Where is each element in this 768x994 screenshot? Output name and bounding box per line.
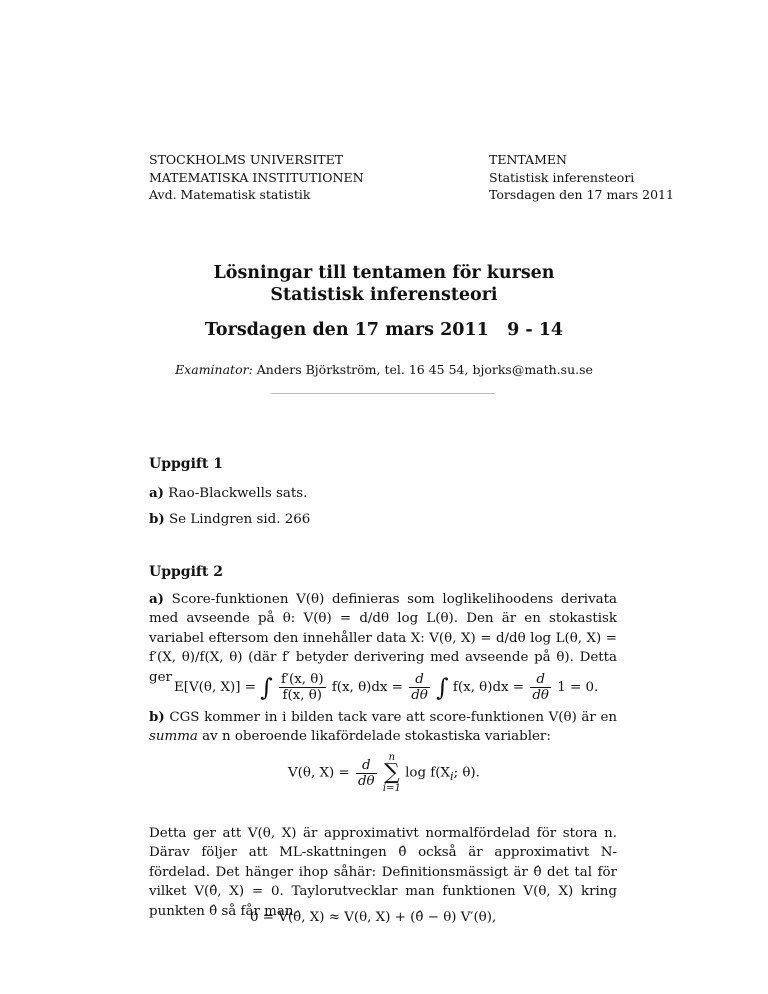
page-title xyxy=(149,262,619,306)
examiner-line xyxy=(149,362,619,377)
uppgift1-heading: Uppgift 1 xyxy=(149,456,223,472)
uppgift2-a-label: a) xyxy=(149,591,165,607)
eq1-fraction xyxy=(279,672,326,703)
uppgift1-a xyxy=(149,484,617,503)
uppgift2-b-label: b) xyxy=(149,709,165,725)
eq1-derivative-2 xyxy=(530,672,551,703)
title-line-1: Lösningar till tentamen för kursen xyxy=(213,263,555,283)
eq1-lhs: E[V(θ, X)] = xyxy=(174,680,256,695)
uppgift2-b-text-2: av n oberoende likafördelade stokastiska variabler: xyxy=(202,729,551,745)
institution-name: MATEMATISKA INSTITUTIONEN xyxy=(149,169,364,185)
eq1-derivative-1 xyxy=(409,672,430,703)
eq2-dtheta: dθ xyxy=(357,773,375,789)
title-line-2: Statistisk inferensteori xyxy=(270,285,498,305)
uppgift2-a-text: Score-funktionen V(θ) definieras som loglikelihoodens derivata med avseende på θ: V(θ) = d/dθ log L(θ). Den är en stokastisk variabel eftersom den innehåller data X: V(θ, X) = d/dθ log L(θ, X) = f′(X, θ)/f(X, θ) (där f′ betyder derivering med avseende på θ). Detta ger xyxy=(149,592,617,685)
uppgift2-b-emphasis: summa xyxy=(149,729,198,745)
integral-symbol-2: ∫ xyxy=(436,673,449,702)
examiner-label: Examinator: xyxy=(175,362,253,377)
uppgift1-b-text: Se Lindgren sid. 266 xyxy=(168,512,311,527)
uppgift1-a-text: Rao-Blackwells sats. xyxy=(168,486,308,501)
sigma-symbol: ∑ xyxy=(383,760,400,785)
uppgift1-a-label: a) xyxy=(149,485,165,501)
header-right xyxy=(489,151,674,204)
university-name: STOCKHOLMS UNIVERSITET xyxy=(149,152,344,167)
equation-1 xyxy=(174,672,598,703)
eq2-subscript: i xyxy=(449,770,454,784)
sum-lower: i=1 xyxy=(382,783,401,794)
exam-label: TENTAMEN xyxy=(489,152,567,167)
examiner-text: Anders Björkström, tel. 16 45 54, bjorks@math.su.se xyxy=(256,362,593,377)
summation xyxy=(383,752,401,794)
eq1-rest: f(x, θ)dx = xyxy=(452,680,525,695)
divider xyxy=(271,393,495,394)
eq1-end: 1 = 0. xyxy=(557,680,599,695)
uppgift1-b xyxy=(149,510,617,529)
eq1-d-2: d xyxy=(530,672,551,688)
uppgift2-heading: Uppgift 2 xyxy=(149,564,223,580)
equation-3: 0 = V(θ̂, X) ≈ V(θ, X) + (θ̂ − θ) V′(θ), xyxy=(250,910,497,925)
eq2-derivative xyxy=(356,758,377,789)
eq2-tail: ; θ). xyxy=(453,765,480,781)
equation-2 xyxy=(288,752,480,794)
eq1-dtheta-1: dθ xyxy=(411,688,428,703)
eq2-rhs: log f(X xyxy=(405,765,450,781)
eq1-mid: f(x, θ)dx = xyxy=(331,680,403,695)
sum-upper: n xyxy=(388,752,396,763)
course-name: Statistisk inferensteori xyxy=(489,169,635,185)
uppgift2-b xyxy=(149,708,617,747)
exam-date: Torsdagen den 17 mars 2011 xyxy=(489,187,674,202)
division-name: Avd. Matematisk statistik xyxy=(149,187,311,202)
title-date-line: Torsdagen den 17 mars 2011 9 - 14 xyxy=(204,320,564,340)
uppgift2-b-text-1: CGS kommer in i bilden tack vare att score-funktionen V(θ) är en xyxy=(169,710,617,725)
eq1-d-1: d xyxy=(409,672,430,688)
uppgift2-c: Detta ger att V(θ, X) är approximativt normalfördelad för stora n. Därav följer att ML-skattningen θ̂ också är approximativt N-fördelad. Det hänger ihop såhär: Definitionsmässigt är θ̂ det tal för vilket V(θ̂, X) = 0. Taylorutvecklar man funktionen V(θ, X) kring punkten θ̂ så får man xyxy=(149,826,617,919)
eq1-dtheta-2: dθ xyxy=(532,688,549,703)
uppgift1-b-label: b) xyxy=(149,511,165,527)
eq1-frac-num: f′(x, θ) xyxy=(280,672,324,687)
integral-symbol: ∫ xyxy=(260,673,273,702)
eq1-frac-den: f(x, θ) xyxy=(282,688,323,703)
eq2-d: d xyxy=(356,758,377,774)
header-left xyxy=(149,151,364,204)
eq2-lhs: V(θ, X) = xyxy=(288,765,350,781)
